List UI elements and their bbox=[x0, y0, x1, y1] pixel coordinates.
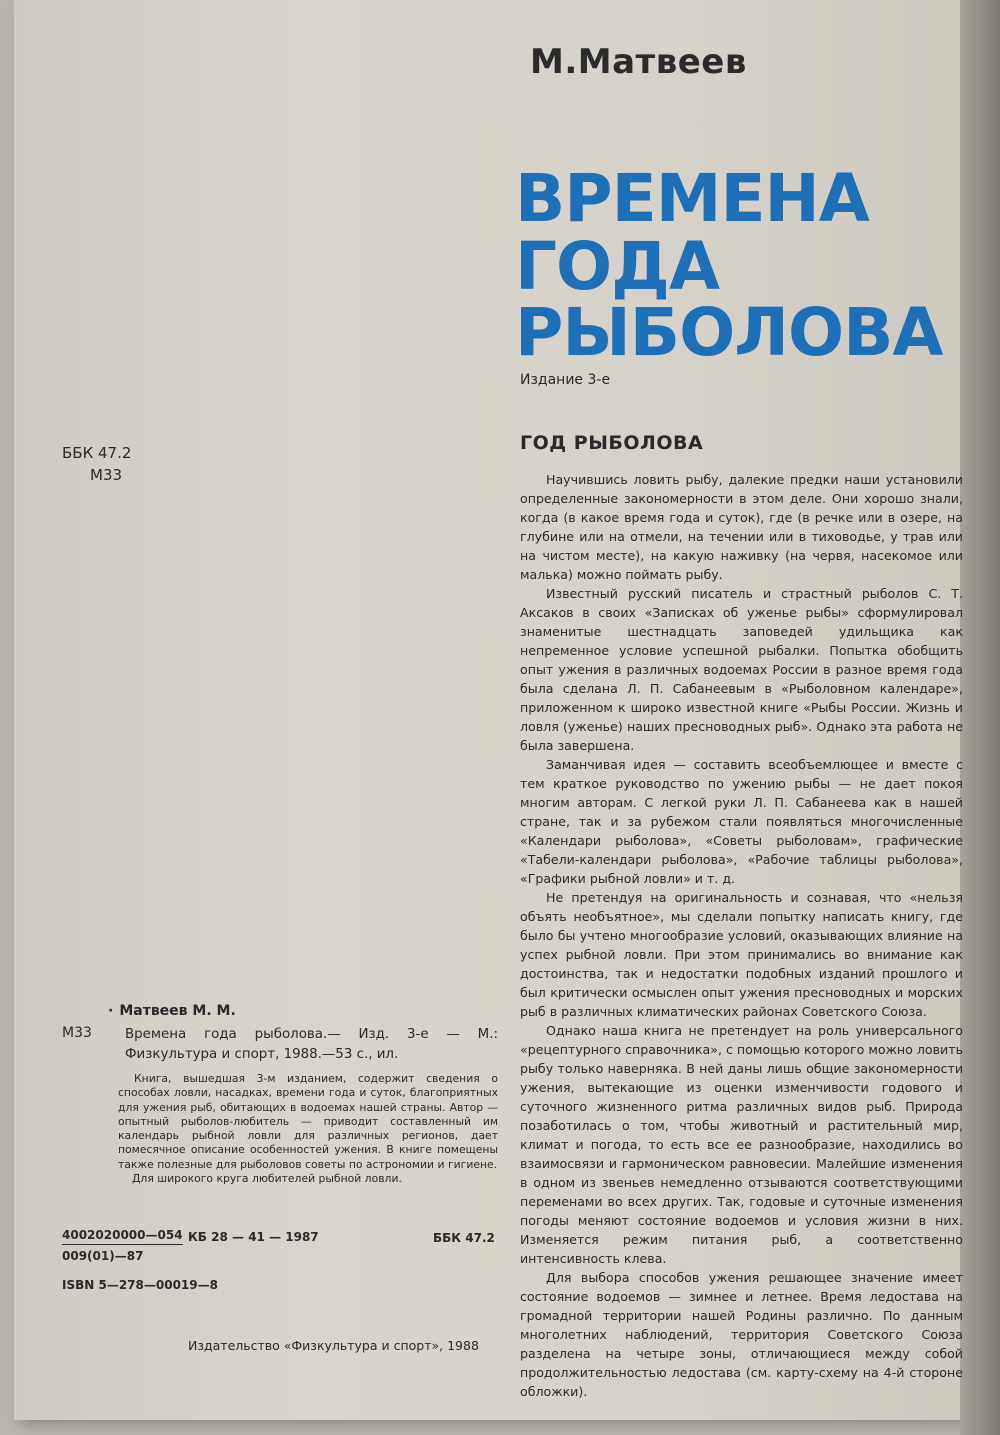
book-title-line-1: ВРЕМЕНА bbox=[515, 160, 869, 237]
author-name: М.Матвеев bbox=[530, 42, 747, 82]
book-title-line-2: ГОДА bbox=[515, 228, 720, 305]
paragraph: Научившись ловить рыбу, далекие предки наши установили определенные закономерности в этом деле. Они хорошо знали, когда (в какое время года и суток), где (в речке или в озере, на глубине или на отмели, на течении или в тиховодье, у трав или на чистом месте), на какую наживку (на червя, насекомое или малька) можно поймать рыбу. bbox=[520, 472, 963, 582]
audience-text: Для широкого круга любителей рыбной ловли. bbox=[132, 1172, 402, 1186]
bbk-code: ББК 47.2 bbox=[62, 444, 132, 462]
code-line-1: 4002020000—054 bbox=[62, 1228, 183, 1245]
page-edge bbox=[960, 0, 1000, 1435]
book-title-line-3: РЫБОЛОВА bbox=[515, 294, 943, 371]
isbn: ISBN 5—278—00019—8 bbox=[62, 1278, 218, 1292]
catalog-annotation bbox=[118, 1072, 498, 1186]
paragraph: Для выбора способов ужения решающее значение имеет состояние водоемов — зимнее и летнее. Время ледостава на громадной территории нашей Родины различно. По данным многолетних наблюдений, территория Советского Союза разделена на четыре зоны, отличающиеся между собой продолжительностью ледостава (см. карту-схему на 4-й стороне обложки). bbox=[520, 1270, 963, 1399]
paragraph: Не претендуя на оригинальность и сознавая, что «нельзя объять необъятное», мы сделали попытку написать книгу, где было бы учтено многообразие условий, оказывающих влияние на успех рыбной ловли. При этом принимались во внимание как достоинства, так и недостатки подобных изданий прошлого и был критически осмыслен опыт ужения пресноводных и морских рыб в различных климатических районах Советского Союза. bbox=[520, 890, 963, 1019]
paragraph: Однако наша книга не претендует на роль универсального «рецептурного справочника», с помощью которого можно ловить рыбу только наверняка. В ней даны лишь общие закономерности ужения, вытекающие из оценки изменчивости годового и суточного жизненного ритма различных видов рыб. Природа позаботилась о том, чтобы животный и растительный мир, климат и погода, то есть все ее разнообразие, находились во взаимосвязи и гармоническом равновесии. Малейшие изменения в одном из звеньев немедленно отзываются соответствующими переменами во всех других. Так, годовые и суточные изменения погоды меняют состояние водоемов и условия жизни в них. Изменяется режим питания рыб, а соответственно интенсивность клева. bbox=[520, 1023, 963, 1266]
bbk-classification bbox=[62, 442, 131, 486]
bbk-bottom: ББК 47.2 bbox=[433, 1231, 495, 1245]
catalog-author-name: Матвеев М. М. bbox=[119, 1003, 236, 1019]
catalog-dot: · bbox=[108, 1003, 114, 1019]
paragraph: Известный русский писатель и страстный рыболов С. Т. Аксаков в своих «Записках об уженье рыбы» сформулировал знаменитые шестнадцать заповедей удильщика как непременное условие успешной рыбалки. Попытка обобщить опыт ужения в различных водоемах России в разное время года была сделана Л. П. Сабанеевым в «Рыболовном календаре», приложенном к широко известной книге «Рыбы России. Жизнь и ловля (уженье) наших пресноводных рыб». Однако эта работа не была завершена. bbox=[520, 586, 963, 753]
library-codes bbox=[62, 1228, 183, 1263]
annotation-text: Книга, вышедшая 3-м изданием, содержит сведения о способах ловли, насадках, времени года и суток, благоприятных для ужения рыб, обитающих в водоемах нашей страны. Автор — опытный рыболов-любитель — приводит составленный им календарь рыбной ловли для различных регионов, дает помесячное описание особенностей ужения. В книге помещены также полезные для рыболовов советы по астрономии и гигиене. bbox=[118, 1072, 498, 1171]
author-mark: М33 bbox=[90, 466, 123, 484]
catalog-code: М33 bbox=[62, 1025, 92, 1041]
kb-code: КБ 28 — 41 — 1987 bbox=[188, 1230, 319, 1244]
body-text bbox=[520, 470, 963, 1401]
code-line-2: 009(01)—87 bbox=[62, 1249, 144, 1263]
publisher-line: Издательство «Физкультура и спорт», 1988 bbox=[188, 1338, 479, 1353]
paragraph: Заманчивая идея — составить всеобъемлющее и вместе с тем краткое руководство по ужению рыбы — не дает покоя многим авторам. С легкой руки Л. П. Сабанеева как в нашей стране, так и за рубежом стали появляться многочисленные «Календари рыболова», «Советы рыболовам», графические «Табели-календари рыболова», «Рабочие таблицы рыболова», «Графики рыбной ловли» и т. д. bbox=[520, 757, 963, 886]
catalog-author bbox=[108, 1003, 236, 1019]
section-heading: ГОД РЫБОЛОВА bbox=[520, 432, 704, 454]
catalog-description: Времена года рыболова.— Изд. 3-е — М.: Физкультура и спорт, 1988.—53 с., ил. bbox=[125, 1027, 498, 1062]
edition-label: Издание 3-е bbox=[520, 372, 611, 388]
